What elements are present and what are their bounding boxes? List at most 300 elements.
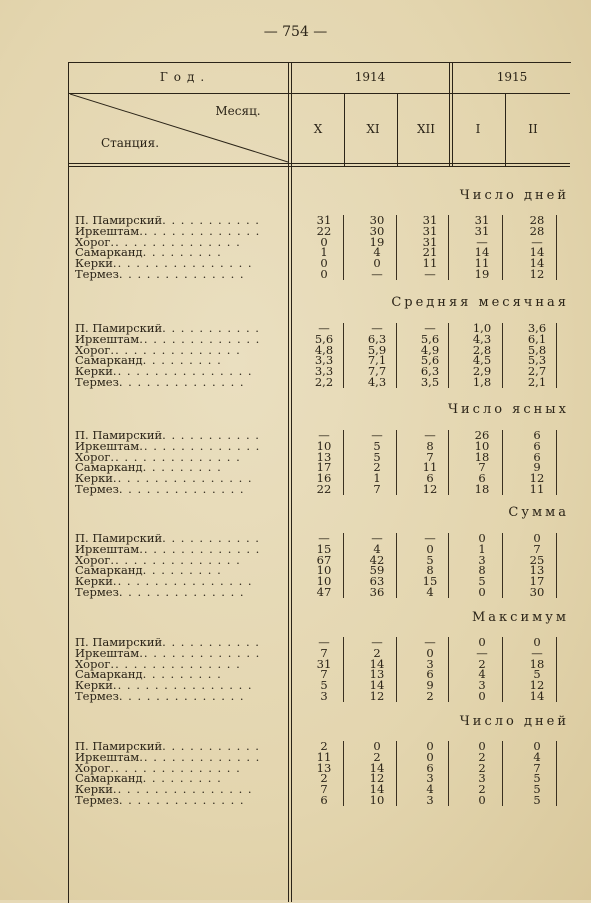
table-cell: 0 [426, 645, 434, 660]
column-separator [343, 763, 344, 774]
station-label: П. Памирский [75, 321, 163, 335]
table-cell: 22 [316, 223, 332, 238]
column-separator [396, 533, 397, 544]
column-separator [502, 555, 503, 566]
table-cell: 5 [373, 438, 381, 453]
table-cell: — [424, 428, 436, 442]
column-separator [396, 763, 397, 774]
table-cell: 0 [426, 541, 434, 556]
station-label: Хорог [75, 656, 111, 671]
table-cell: 12 [529, 471, 545, 486]
table-cell: 2 [320, 771, 328, 786]
table-cell: 12 [369, 771, 385, 786]
year-1914: 1914 [354, 70, 386, 84]
table-cell: 12 [529, 678, 545, 693]
section-title: Число дней [459, 188, 569, 203]
table-cell: 3 [478, 552, 486, 567]
table-cell: 2 [320, 739, 328, 753]
table-cell: 14 [369, 760, 385, 775]
table-cell: 7 [373, 482, 381, 496]
dot-leader: . . . . . . . . . [142, 460, 222, 475]
table-cell: 14 [474, 245, 490, 260]
table-cell: 3,6 [527, 321, 547, 335]
column-separator [502, 587, 503, 598]
column-separator [556, 773, 557, 784]
table-cell: 7,1 [367, 353, 387, 368]
table-cell: 7 [320, 782, 328, 797]
column-separator [556, 323, 557, 334]
table-cell: 15 [422, 574, 438, 589]
column-separator [556, 752, 557, 763]
column-separator [343, 269, 344, 280]
table-cell: 13 [316, 760, 332, 775]
table-cell: 3,5 [420, 375, 440, 389]
column-separator [448, 462, 449, 473]
column-separator [502, 452, 503, 463]
dot-leader: .. . . . . . . . . . . . . . [110, 449, 241, 464]
column-separator [556, 237, 557, 248]
column-separator [448, 366, 449, 377]
table-cell: 13 [316, 449, 332, 464]
table-cell: 14 [369, 656, 385, 671]
table-cell: 4 [426, 585, 434, 599]
table-cell: — [476, 234, 488, 249]
column-separator [396, 377, 397, 388]
table-cell: 0 [426, 739, 434, 753]
station-label: Термез [75, 375, 119, 389]
column-separator [556, 784, 557, 795]
dot-leader: . . . . . . . . . [142, 771, 222, 786]
column-separator [556, 473, 557, 484]
column-separator [343, 784, 344, 795]
table-cell: 5 [320, 678, 328, 693]
station-name [75, 691, 245, 702]
column-separator [448, 637, 449, 648]
table-cell: — [371, 635, 383, 649]
column-separator [502, 544, 503, 555]
station-label: Иркештам [75, 223, 140, 238]
table-cell: 10 [474, 438, 490, 453]
column-separator [556, 247, 557, 258]
table-cell: 1,0 [472, 321, 492, 335]
column-separator [448, 773, 449, 784]
dot-leader: . . . . . . . . . . . . . . [118, 482, 245, 496]
column-separator [448, 237, 449, 248]
month-x: X [313, 122, 323, 136]
station-label: Керки [75, 678, 113, 693]
table-cell: — [318, 321, 330, 335]
column-separator [502, 269, 503, 280]
station-label: П. Памирский [75, 739, 163, 753]
column-separator [502, 334, 503, 345]
column-separator [343, 237, 344, 248]
column-separator [396, 784, 397, 795]
table-cell: 0 [320, 256, 328, 271]
table-cell: 0 [320, 234, 328, 249]
table-cell: 6 [478, 471, 486, 486]
column-separator [448, 784, 449, 795]
column-separator [396, 555, 397, 566]
column-separator [448, 648, 449, 659]
column-separator [502, 648, 503, 659]
table-cell: 4,8 [314, 342, 334, 357]
column-separator [396, 752, 397, 763]
column-separator [502, 258, 503, 269]
column-separator [343, 345, 344, 356]
table-cell: 2 [478, 749, 486, 764]
station-name [75, 484, 245, 495]
column-separator [556, 741, 557, 752]
column-separator [396, 648, 397, 659]
table-cell: 3,3 [314, 353, 334, 368]
column-separator [556, 441, 557, 452]
table-cell: 4 [373, 541, 381, 556]
table-cell: 4 [478, 667, 486, 682]
dot-leader: . . . . . . . . . . . [162, 635, 260, 649]
column-separator [448, 484, 449, 495]
table-cell: 11 [422, 460, 438, 475]
table-cell: 11 [422, 256, 438, 271]
column-separator [448, 659, 449, 670]
table-cell: 30 [369, 213, 385, 227]
column-separator [448, 763, 449, 774]
column-separator [502, 637, 503, 648]
station-name [75, 377, 245, 388]
column-separator [556, 484, 557, 495]
table-cell: 2,2 [314, 375, 334, 389]
column-separator [556, 462, 557, 473]
dot-leader: . . . . . . . . . . . . . . [118, 793, 245, 807]
table-cell: 14 [529, 256, 545, 271]
column-separator [556, 269, 557, 280]
column-separator [396, 576, 397, 587]
station-name [75, 587, 245, 598]
column-separator [396, 565, 397, 576]
column-separator [396, 473, 397, 484]
column-separator [448, 377, 449, 388]
column-separator [448, 334, 449, 345]
dot-leader: . . . . . . . . . . . . . . [118, 375, 245, 389]
column-separator [556, 215, 557, 226]
table-cell: 31 [474, 223, 490, 238]
table-cell: 7 [533, 541, 541, 556]
station-label: Хорог [75, 449, 111, 464]
column-separator [448, 269, 449, 280]
table-cell: 4 [426, 782, 434, 797]
table-cell: — [476, 645, 488, 660]
column-separator [396, 345, 397, 356]
column-separator [556, 565, 557, 576]
column-separator [396, 669, 397, 680]
table-cell: 2 [478, 760, 486, 775]
table-cell: 11 [316, 749, 332, 764]
table-cell: 11 [529, 482, 545, 496]
table-cell: 6 [426, 760, 434, 775]
column-separator [448, 741, 449, 752]
year-separator-rule-2 [452, 62, 453, 166]
table-cell: 1,8 [472, 375, 492, 389]
table-cell: 5,3 [527, 353, 547, 368]
table-cell: 0 [533, 531, 541, 545]
dot-leader: . . . . . . . . . . . . . . [118, 585, 245, 599]
table-cell: 6,3 [420, 364, 440, 379]
table-cell: 1 [320, 245, 328, 260]
table-cell: 7 [533, 760, 541, 775]
station-label: Керки [75, 256, 113, 271]
table-cell: 6 [426, 471, 434, 486]
table-cell: 63 [369, 574, 385, 589]
table-cell: 5,6 [420, 353, 440, 368]
table-cell: 42 [369, 552, 385, 567]
station-label: Иркештам [75, 645, 140, 660]
table-cell: 7 [320, 645, 328, 660]
station-header-label: Станция. [100, 136, 160, 150]
column-separator [448, 752, 449, 763]
month-rule-1 [344, 93, 345, 166]
column-separator [556, 366, 557, 377]
column-separator [343, 247, 344, 258]
column-separator [502, 680, 503, 691]
year-header-label: Год. [159, 70, 211, 84]
header-diagonal [70, 94, 288, 164]
column-separator [502, 533, 503, 544]
table-cell: 6 [426, 667, 434, 682]
column-separator [343, 215, 344, 226]
column-separator [448, 691, 449, 702]
column-separator [396, 680, 397, 691]
month-xi: XI [366, 122, 380, 136]
column-separator [448, 258, 449, 269]
station-label: П. Памирский [75, 531, 163, 545]
dot-leader: . . . . . . . . . . . . . . [118, 267, 245, 281]
column-separator [396, 323, 397, 334]
table-cell: 6 [320, 793, 328, 807]
table-cell: 14 [369, 782, 385, 797]
table-cell: 31 [422, 234, 438, 249]
table-cell: 5 [533, 771, 541, 786]
column-separator [502, 366, 503, 377]
dot-leader: .. . . . . . . . . . . . . . . [112, 782, 253, 797]
column-separator [343, 452, 344, 463]
column-separator [396, 637, 397, 648]
table-cell: — [531, 234, 543, 249]
table-row [0, 269, 591, 280]
table-cell: 26 [474, 428, 490, 442]
station-label: П. Памирский [75, 635, 163, 649]
station-label: Иркештам [75, 438, 140, 453]
station-label: Хорог [75, 760, 111, 775]
table-cell: 15 [316, 541, 332, 556]
column-separator [343, 323, 344, 334]
column-separator [502, 773, 503, 784]
dot-leader: .. . . . . . . . . . . . . . . [112, 678, 253, 693]
station-label: Керки [75, 364, 113, 379]
column-separator [556, 587, 557, 598]
column-separator [448, 323, 449, 334]
table-cell: 5 [533, 667, 541, 682]
column-separator [556, 377, 557, 388]
column-separator [343, 565, 344, 576]
column-separator [396, 795, 397, 806]
column-separator [502, 763, 503, 774]
dot-leader: . . . . . . . . . [142, 667, 222, 682]
table-cell: 8 [426, 563, 434, 578]
column-separator [396, 355, 397, 366]
column-separator [502, 247, 503, 258]
dot-leader: . . . . . . . . . [142, 563, 222, 578]
column-separator [502, 323, 503, 334]
table-cell: 0 [478, 689, 486, 703]
month-header-label: Месяц. [215, 104, 261, 118]
station-label: П. Памирский [75, 428, 163, 442]
table-row [0, 795, 591, 806]
table-cell: 3,3 [314, 364, 334, 379]
column-separator [502, 565, 503, 576]
column-separator [502, 215, 503, 226]
column-separator [343, 334, 344, 345]
month-i: I [475, 122, 481, 136]
table-cell: — [318, 531, 330, 545]
station-name [75, 269, 245, 280]
column-separator [396, 237, 397, 248]
table-cell: 0 [373, 739, 381, 753]
table-cell: 0 [478, 793, 486, 807]
station-label: Самарканд [75, 245, 143, 260]
dot-leader: . . . . . . . . . . . . . . [118, 689, 245, 703]
table-cell: 5,8 [527, 342, 547, 357]
table-cell: 2,9 [472, 364, 492, 379]
station-label: Самарканд [75, 563, 143, 578]
column-separator [343, 533, 344, 544]
column-separator [396, 430, 397, 441]
table-cell: 25 [529, 552, 545, 567]
column-separator [556, 345, 557, 356]
column-separator [502, 462, 503, 473]
table-cell: — [531, 645, 543, 660]
table-cell: — [318, 428, 330, 442]
column-separator [448, 680, 449, 691]
table-cell: 19 [474, 267, 490, 281]
table-cell: 21 [422, 245, 438, 260]
month-rule-3 [505, 93, 506, 166]
column-separator [502, 355, 503, 366]
table-cell: 3 [426, 793, 434, 807]
dot-leader: . . . . . . . . . . . [162, 739, 260, 753]
table-cell: 5,6 [314, 331, 334, 346]
section-title: Число ясных [447, 402, 569, 417]
column-separator [396, 587, 397, 598]
column-separator [396, 691, 397, 702]
table-cell: 1 [478, 541, 486, 556]
month-ii: II [528, 122, 538, 136]
column-separator [343, 462, 344, 473]
month-xii: XII [416, 122, 436, 136]
column-separator [343, 637, 344, 648]
dot-leader: .. . . . . . . . . . . . . . . [112, 471, 253, 486]
table-cell: 5 [533, 782, 541, 797]
table-cell: 10 [369, 793, 385, 807]
table-cell: 67 [316, 552, 332, 567]
column-separator [502, 669, 503, 680]
table-cell: 5,6 [420, 331, 440, 346]
column-separator [448, 565, 449, 576]
table-cell: 5,9 [367, 342, 387, 357]
table-cell: 3 [320, 689, 328, 703]
station-label: Термез [75, 585, 119, 599]
table-cell: 31 [422, 223, 438, 238]
column-separator [343, 680, 344, 691]
table-cell: 2 [426, 689, 434, 703]
column-separator [343, 648, 344, 659]
station-label: Иркештам [75, 331, 140, 346]
column-separator [343, 576, 344, 587]
table-cell: 2,8 [472, 342, 492, 357]
table-row [0, 484, 591, 495]
dot-leader: .. . . . . . . . . . . . . . . [112, 574, 253, 589]
dot-leader: .. . . . . . . . . . . . . . . [112, 256, 253, 271]
column-separator [502, 226, 503, 237]
table-cell: 17 [316, 460, 332, 475]
column-separator [502, 691, 503, 702]
table-cell: 5 [426, 552, 434, 567]
table-cell: 3 [426, 656, 434, 671]
column-separator [396, 441, 397, 452]
column-separator [448, 355, 449, 366]
station-label: Иркештам [75, 749, 140, 764]
column-separator [556, 226, 557, 237]
dot-leader: .. . . . . . . . . . . . . [139, 331, 261, 346]
table-cell: 7 [426, 449, 434, 464]
column-separator [502, 377, 503, 388]
column-separator [556, 544, 557, 555]
table-cell: 18 [474, 482, 490, 496]
table-cell: 4,9 [420, 342, 440, 357]
column-separator [502, 441, 503, 452]
column-separator [502, 784, 503, 795]
section-title: Число дней [459, 714, 569, 729]
dot-leader: .. . . . . . . . . . . . . . [110, 552, 241, 567]
table-cell: — [371, 428, 383, 442]
table-cell: — [371, 531, 383, 545]
column-separator [396, 215, 397, 226]
column-separator [396, 247, 397, 258]
column-separator [556, 334, 557, 345]
station-name [75, 795, 245, 806]
column-separator [343, 544, 344, 555]
table-cell: 4,3 [367, 375, 387, 389]
station-label: Хорог [75, 552, 111, 567]
station-label: Хорог [75, 234, 111, 249]
column-separator [396, 269, 397, 280]
column-separator [396, 773, 397, 784]
table-cell: — [318, 635, 330, 649]
column-separator [396, 258, 397, 269]
column-separator [556, 430, 557, 441]
column-separator [448, 473, 449, 484]
table-cell: 19 [369, 234, 385, 249]
column-separator [448, 576, 449, 587]
column-separator [448, 587, 449, 598]
column-separator [448, 345, 449, 356]
page-number: — 754 — [263, 24, 328, 40]
dot-leader: .. . . . . . . . . . . . . [139, 438, 261, 453]
column-separator [448, 226, 449, 237]
column-separator [396, 659, 397, 670]
table-cell: 2 [373, 460, 381, 475]
column-separator [396, 226, 397, 237]
table-cell: 30 [369, 223, 385, 238]
table-cell: 36 [369, 585, 385, 599]
